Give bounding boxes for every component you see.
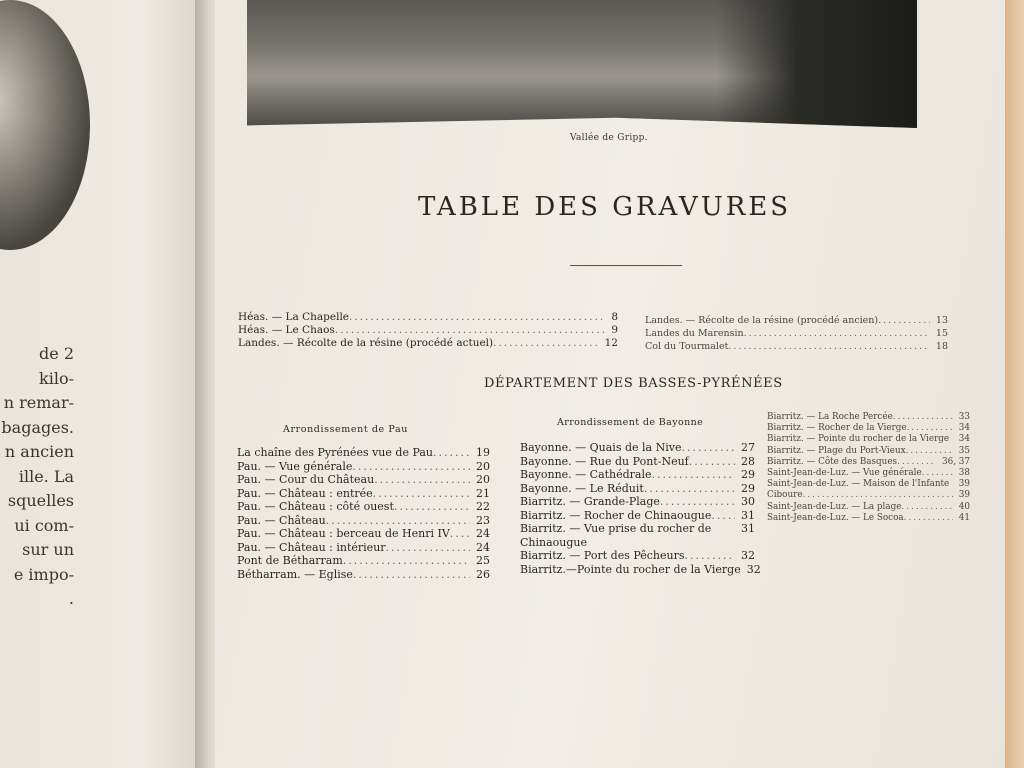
- entry-label: Héas. — Le Chaos: [238, 324, 335, 336]
- toc-entry: [237, 487, 490, 501]
- toc-entry: [237, 460, 490, 474]
- dot-leader: [893, 412, 953, 423]
- entry-label: Biarritz. — Grande-Plage: [520, 495, 660, 508]
- biarritz-column: [767, 412, 970, 524]
- dot-leader: [660, 495, 735, 509]
- dot-leader: [349, 311, 605, 324]
- entry-page: 34: [958, 423, 970, 434]
- toc-entry: [645, 314, 948, 327]
- entry-label: Pau. — Château : entrée: [237, 486, 373, 500]
- left-page: [0, 0, 205, 768]
- toc-entry: [520, 562, 761, 577]
- toc-entry: [767, 468, 970, 479]
- toc-entry: [237, 446, 490, 460]
- toc-entry: [520, 495, 755, 509]
- dot-leader: [878, 314, 930, 327]
- toc-entry: [520, 509, 755, 523]
- entry-label: Saint-Jean-de-Luz. — Le Socoa: [767, 512, 904, 523]
- dot-leader: [904, 513, 953, 524]
- dot-leader: [922, 468, 953, 479]
- entry-label: Bayonne. — Quais de la Nive: [520, 441, 682, 454]
- entry-label: Ciboure: [767, 490, 803, 501]
- trees-image: [717, 0, 917, 128]
- entry-page: 40: [958, 501, 970, 512]
- dot-leader: [901, 502, 952, 513]
- dot-leader: [335, 324, 605, 337]
- left-text-line: squelles: [7, 491, 74, 510]
- entry-page: 20: [476, 459, 490, 473]
- entry-label: Bayonne. — Cathédrale: [520, 468, 652, 481]
- dot-leader: [907, 423, 953, 434]
- toc-entry: [645, 327, 948, 340]
- dot-leader: [652, 468, 735, 482]
- page-edge: [1005, 0, 1024, 768]
- dot-leader: [711, 509, 735, 523]
- title-rule: [570, 265, 682, 266]
- dot-leader: [394, 500, 470, 514]
- entry-label: Biarritz. — Rocher de la Vierge: [767, 423, 907, 434]
- toc-entry: [767, 412, 970, 423]
- dot-leader: [644, 482, 735, 496]
- arrondissement-bayonne-heading: Arrondissement de Bayonne: [557, 417, 704, 428]
- arrondissement-pau-heading: Arrondissement de Pau: [283, 424, 408, 435]
- entry-page: 25: [476, 554, 490, 567]
- entry-page: 8: [611, 311, 618, 323]
- entry-label: Pau. — Château : côté ouest: [237, 500, 394, 513]
- entry-label: Biarritz. — La Roche Percée: [767, 412, 893, 422]
- toc-top-left: [238, 311, 618, 350]
- left-text-line: ille. La: [18, 466, 74, 486]
- toc-entry: [645, 340, 948, 353]
- entry-label: Pau. — Château : berceau de Henri IV: [237, 527, 450, 540]
- toc-entry: [520, 482, 755, 496]
- entry-label: Pau. — Cour du Château: [237, 473, 375, 486]
- entry-page: 24: [476, 527, 490, 540]
- entry-page: 24: [476, 540, 490, 554]
- entry-page: 35: [958, 445, 970, 456]
- entry-label: La chaîne des Pyrénées vue de Pau: [237, 446, 433, 459]
- entry-label: Pau. — Château: [237, 513, 326, 527]
- entry-label: Pont de Bétharram: [237, 554, 343, 567]
- department-heading: DÉPARTEMENT DES BASSES-PYRÉNÉES: [484, 376, 783, 391]
- entry-page: 22: [476, 500, 490, 513]
- dot-leader: [493, 337, 599, 350]
- toc-entry: [237, 473, 490, 487]
- toc-entry: [767, 434, 970, 445]
- entry-page: 26: [476, 567, 490, 581]
- toc-entry: [237, 514, 490, 528]
- left-page-text: [0, 342, 200, 612]
- dot-leader: [803, 490, 953, 501]
- entry-page: 21: [476, 486, 490, 500]
- dot-leader: [689, 455, 735, 469]
- entry-label: Biarritz. — Rocher de Chinaougue: [520, 508, 712, 522]
- dot-leader: [728, 340, 930, 353]
- entry-page: 38: [958, 468, 970, 479]
- vallee-de-gripp-photo: [247, 0, 917, 128]
- dot-leader: [352, 460, 470, 474]
- entry-label: Bayonne. — Le Réduit: [520, 481, 644, 495]
- toc-entry: [237, 554, 490, 568]
- toc-entry: [767, 502, 970, 513]
- entry-page: 27: [741, 441, 755, 454]
- dot-leader: [326, 514, 470, 528]
- entry-page: 31: [741, 522, 755, 535]
- entry-page: 36, 37: [942, 456, 970, 467]
- dot-leader: [685, 549, 735, 563]
- toc-entry: [767, 446, 970, 457]
- toc-entry: [238, 311, 618, 324]
- bayonne-column: [520, 441, 761, 576]
- entry-page: 32: [746, 562, 761, 576]
- toc-entry: [237, 527, 490, 541]
- entry-page: 31: [741, 508, 755, 522]
- dot-leader: [897, 457, 936, 468]
- dot-leader: [433, 446, 470, 460]
- left-text-line: n ancien: [4, 442, 74, 461]
- photo-caption: Vallée de Gripp.: [570, 133, 648, 143]
- entry-label: Landes. — Récolte de la résine (procédé actuel): [238, 337, 494, 349]
- left-text-line: de 2 kilo-: [39, 344, 74, 388]
- dot-leader: [681, 441, 735, 455]
- dot-leader: [374, 473, 470, 487]
- entry-label: Landes du Marensin: [645, 328, 744, 339]
- entry-page: 23: [476, 513, 490, 527]
- left-text-line: sur un: [22, 540, 74, 559]
- left-text-line: .: [68, 589, 74, 608]
- entry-page: 29: [741, 481, 755, 495]
- toc-entry: [237, 500, 490, 514]
- entry-label: Saint-Jean-de-Luz. — Maison de l'Infante: [767, 479, 950, 490]
- dot-leader: [744, 327, 930, 340]
- toc-entry: [237, 541, 490, 555]
- entry-page: 28: [741, 454, 755, 468]
- toc-entry: [767, 513, 970, 524]
- toc-entry: [767, 423, 970, 434]
- entry-label: Bayonne. — Rue du Pont-Neuf: [520, 454, 689, 468]
- left-text-line: ui com-: [14, 515, 74, 535]
- entry-label: Biarritz. — Port des Pêcheurs: [520, 549, 685, 562]
- entry-page: 30: [741, 495, 755, 508]
- entry-label: Saint-Jean-de-Luz. — Vue générale: [767, 468, 922, 479]
- toc-entry: [767, 457, 970, 468]
- left-text-line: n remar-: [3, 393, 74, 412]
- entry-label: Col du Tourmalet: [645, 341, 729, 352]
- entry-page: 34: [958, 434, 970, 445]
- entry-page: 32: [741, 549, 755, 562]
- entry-label: Héas. — La Chapelle: [238, 311, 350, 323]
- toc-entry: [237, 568, 490, 582]
- entry-label: Landes. — Récolte de la résine (procédé ancien): [645, 315, 879, 326]
- dot-leader: [353, 568, 470, 582]
- left-text-line: e impo-: [13, 564, 74, 584]
- entry-label: Saint-Jean-de-Luz. — La plage: [767, 501, 902, 512]
- toc-top-right: [645, 314, 948, 353]
- entry-page: 13: [935, 315, 948, 326]
- entry-page: 9: [611, 324, 618, 336]
- entry-label: Biarritz. — Pointe du rocher de la Vierge: [767, 434, 950, 445]
- toc-entry: [767, 479, 970, 490]
- page-title: TABLE DES GRAVURES: [418, 192, 792, 222]
- dot-leader: [450, 527, 470, 541]
- dot-leader: [343, 554, 470, 568]
- entry-label: Pau. — Vue générale: [237, 459, 353, 473]
- entry-label: Biarritz. — Vue prise du rocher de Chinaougue: [520, 522, 712, 549]
- toc-entry: [767, 490, 970, 501]
- entry-label: Biarritz.—Pointe du rocher de la Vierge: [520, 562, 741, 576]
- toc-entry: [520, 549, 755, 563]
- entry-page: 20: [476, 473, 490, 486]
- entry-page: 18: [935, 341, 948, 352]
- entry-page: 19: [476, 446, 490, 459]
- entry-label: Biarritz. — Plage du Port-Vieux: [767, 445, 906, 456]
- entry-page: 15: [935, 328, 948, 339]
- dot-leader: [373, 487, 470, 501]
- entry-label: Pau. — Château : intérieur: [237, 540, 386, 554]
- pau-column: [237, 446, 490, 581]
- toc-entry: [520, 455, 755, 469]
- entry-page: 33: [958, 412, 970, 422]
- toc-entry: [238, 324, 618, 337]
- dot-leader: [386, 541, 470, 555]
- left-page-round-photo: [0, 0, 90, 250]
- entry-page: 39: [958, 479, 970, 490]
- entry-page: 29: [741, 468, 755, 481]
- toc-entry: [520, 441, 755, 455]
- toc-entry: [238, 337, 618, 350]
- entry-label: Bétharram. — Eglise: [237, 567, 353, 581]
- entry-page: 12: [604, 337, 618, 349]
- entry-label: Biarritz. — Côte des Basques: [767, 456, 898, 467]
- toc-entry: [520, 522, 755, 549]
- left-text-line: bagages.: [1, 417, 74, 437]
- dot-leader: [906, 446, 953, 457]
- entry-page: 41: [958, 512, 970, 523]
- entry-page: 39: [958, 490, 970, 501]
- toc-entry: [520, 468, 755, 482]
